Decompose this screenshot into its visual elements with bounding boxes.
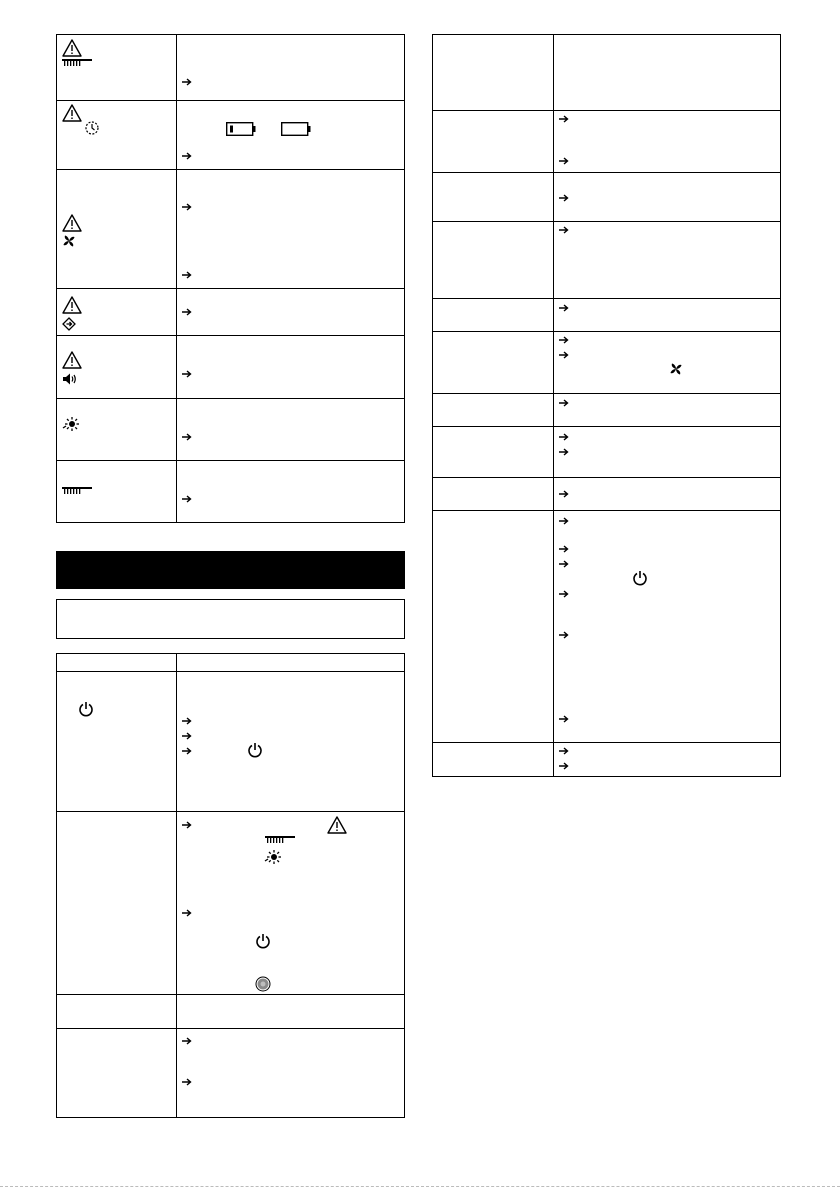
warning-triangle-icon bbox=[62, 39, 82, 57]
arrow-right-icon bbox=[559, 432, 569, 442]
arrow-right-icon bbox=[182, 731, 192, 741]
arrow-right-icon bbox=[559, 335, 569, 345]
arrow-right-icon bbox=[182, 77, 192, 87]
round-button-icon bbox=[255, 976, 271, 992]
arrow-right-icon bbox=[559, 544, 569, 554]
warning-triangle-icon bbox=[62, 296, 82, 314]
power-icon bbox=[247, 742, 263, 758]
warning-triangle-icon bbox=[62, 351, 82, 369]
fan-icon bbox=[62, 234, 76, 248]
battery-low-icon bbox=[226, 122, 256, 136]
power-icon bbox=[632, 570, 648, 586]
arrow-right-icon bbox=[559, 350, 569, 360]
page-trim-line bbox=[0, 1186, 840, 1187]
arrow-right-icon bbox=[559, 630, 569, 640]
light-burst-icon bbox=[62, 416, 80, 434]
arrow-right-icon bbox=[559, 225, 569, 235]
warning-triangle-icon bbox=[327, 816, 347, 834]
power-icon bbox=[255, 933, 271, 949]
speaker-icon bbox=[62, 372, 78, 386]
brush-icon bbox=[265, 835, 295, 845]
arrow-right-icon bbox=[559, 761, 569, 771]
arrow-right-icon bbox=[182, 716, 192, 726]
arrow-right-icon bbox=[559, 156, 569, 166]
arrow-right-icon bbox=[182, 820, 192, 830]
arrow-right-icon bbox=[182, 746, 192, 756]
light-burst-icon bbox=[264, 849, 282, 867]
arrow-right-icon bbox=[182, 494, 192, 504]
arrow-right-icon bbox=[559, 447, 569, 457]
arrow-right-icon bbox=[559, 589, 569, 599]
nozzle-icon bbox=[62, 317, 76, 331]
arrow-right-icon bbox=[182, 908, 192, 918]
warning-triangle-icon bbox=[62, 214, 82, 232]
arrow-right-icon bbox=[559, 489, 569, 499]
power-icon bbox=[78, 701, 94, 717]
arrow-right-icon bbox=[559, 746, 569, 756]
arrow-right-icon bbox=[182, 432, 192, 442]
arrow-right-icon bbox=[559, 303, 569, 313]
arrow-right-icon bbox=[182, 1036, 192, 1046]
fan-icon bbox=[669, 362, 683, 376]
arrow-right-icon bbox=[182, 307, 192, 317]
arrow-right-icon bbox=[182, 270, 192, 280]
arrow-right-icon bbox=[182, 1077, 192, 1087]
battery-empty-icon bbox=[281, 122, 311, 136]
arrow-right-icon bbox=[559, 114, 569, 124]
arrow-right-icon bbox=[559, 559, 569, 569]
arrow-right-icon bbox=[182, 202, 192, 212]
brush-icon bbox=[62, 58, 92, 68]
arrow-right-icon bbox=[559, 714, 569, 724]
timer-icon bbox=[84, 120, 100, 136]
warning-triangle-icon bbox=[62, 104, 82, 122]
arrow-right-icon bbox=[559, 193, 569, 203]
arrow-right-icon bbox=[182, 151, 192, 161]
arrow-right-icon bbox=[559, 516, 569, 526]
arrow-right-icon bbox=[182, 369, 192, 379]
brush-icon bbox=[62, 486, 92, 496]
section-heading-bar bbox=[56, 551, 405, 589]
arrow-right-icon bbox=[559, 398, 569, 408]
